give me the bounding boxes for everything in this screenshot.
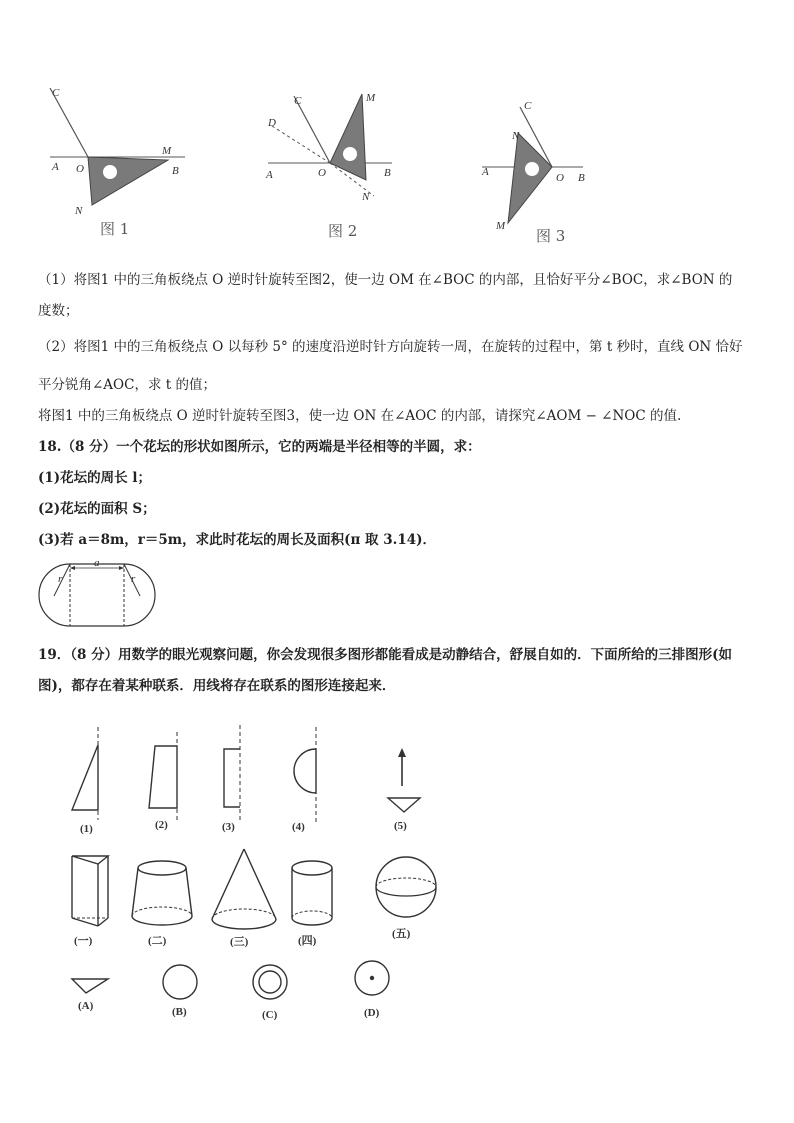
svg-text:A: A bbox=[266, 169, 273, 181]
row2-sphere bbox=[370, 855, 445, 945]
figure-3-caption: 图 3 bbox=[536, 227, 566, 245]
svg-text:C: C bbox=[524, 100, 532, 112]
svg-text:(B): (B) bbox=[172, 1006, 187, 1018]
row1-shape-1 bbox=[68, 725, 108, 835]
svg-text:(D): (D) bbox=[364, 1007, 380, 1019]
svg-text:C: C bbox=[294, 95, 302, 107]
svg-text:r: r bbox=[58, 573, 63, 585]
q19-line1: 19．（8 分）用数学的眼光观察问题，你会发现很多图形都能看成是动静结合，舒展自如的．下面所给的三排图形(如 bbox=[38, 647, 733, 663]
svg-text:(2): (2) bbox=[155, 819, 168, 831]
svg-text:(4): (4) bbox=[292, 821, 305, 833]
svg-text:(5): (5) bbox=[394, 820, 407, 832]
row2-cone bbox=[208, 845, 282, 950]
row3-circle bbox=[160, 962, 205, 1022]
q17-part1-line1: （1）将图1 中的三角板绕点 O 逆时针旋转至图2，使一边 OM 在∠BOC 的内部，且恰好平分∠BOC，求∠BON 的 bbox=[38, 272, 733, 288]
q17-part1-line2: 度数； bbox=[38, 303, 79, 319]
svg-text:(3): (3) bbox=[222, 821, 235, 833]
svg-text:(C): (C) bbox=[262, 1009, 278, 1021]
row2-prism bbox=[62, 848, 122, 948]
row1-shape-5 bbox=[384, 746, 424, 836]
q17-part2-line2: 平分锐角∠AOC，求 t 的值； bbox=[38, 377, 216, 393]
svg-text:N: N bbox=[512, 130, 520, 142]
row2-cylinder bbox=[288, 858, 343, 948]
svg-text:(1): (1) bbox=[80, 823, 93, 835]
q18-title: 18.（8 分）一个花坛的形状如图所示，它的两端是半径相等的半圆，求： bbox=[38, 439, 481, 455]
svg-text:r: r bbox=[131, 573, 136, 585]
row2-frustum bbox=[128, 858, 198, 948]
svg-text:O: O bbox=[556, 172, 564, 184]
svg-text:(四): (四) bbox=[298, 935, 317, 947]
svg-text:(三): (三) bbox=[230, 936, 249, 948]
svg-text:(A): (A) bbox=[78, 1000, 94, 1012]
svg-text:(二): (二) bbox=[148, 935, 167, 947]
figure-1 bbox=[40, 80, 200, 217]
svg-text:O: O bbox=[76, 163, 84, 175]
q17-part3-line1: 将图1 中的三角板绕点 O 逆时针旋转至图3，使一边 ON 在∠AOC 的内部，请探究∠AOM − ∠NOC 的值. bbox=[38, 408, 682, 424]
figure-3 bbox=[478, 95, 593, 235]
figure-2 bbox=[262, 88, 412, 213]
svg-text:N: N bbox=[75, 205, 83, 217]
svg-text:M: M bbox=[162, 145, 172, 157]
q19-line2: 图)，都存在着某种联系．用线将存在联系的图形连接起来． bbox=[38, 678, 396, 694]
row3-triangle bbox=[68, 975, 118, 1015]
svg-text:a: a bbox=[94, 557, 100, 569]
q17-part2-line1: （2）将图1 中的三角板绕点 O 以每秒 5° 的速度沿逆时针方向旋转一周，在旋转的过程中，第 t 秒时，直线 ON 恰好 bbox=[38, 339, 743, 355]
figure-1-caption: 图 1 bbox=[100, 220, 130, 238]
row3-ring bbox=[250, 962, 295, 1024]
svg-text:M: M bbox=[366, 92, 376, 104]
svg-text:D: D bbox=[268, 117, 276, 129]
row1-shape-2 bbox=[145, 730, 190, 830]
row1-shape-3 bbox=[218, 723, 258, 833]
svg-text:N: N bbox=[362, 191, 370, 203]
svg-text:M: M bbox=[496, 220, 506, 232]
svg-text:(五): (五) bbox=[392, 928, 411, 940]
q18-item3: (3)若 a＝8m，r＝5m，求此时花坛的周长及面积(π 取 3.14)． bbox=[38, 532, 437, 548]
svg-text:B: B bbox=[578, 172, 585, 184]
figure-2-caption: 图 2 bbox=[328, 222, 358, 240]
svg-text:(一): (一) bbox=[74, 935, 93, 947]
row1-shape-4 bbox=[286, 725, 326, 835]
q18-item2: (2)花坛的面积 S； bbox=[38, 501, 156, 517]
svg-text:A: A bbox=[482, 166, 489, 178]
row3-circle-center bbox=[352, 958, 397, 1022]
svg-text:C: C bbox=[52, 87, 60, 99]
flowerbed-figure bbox=[36, 556, 158, 636]
svg-text:A: A bbox=[52, 161, 59, 173]
svg-text:B: B bbox=[384, 167, 391, 179]
svg-text:O: O bbox=[318, 167, 326, 179]
svg-text:B: B bbox=[172, 165, 179, 177]
q18-item1: (1)花坛的周长 l； bbox=[38, 470, 151, 486]
